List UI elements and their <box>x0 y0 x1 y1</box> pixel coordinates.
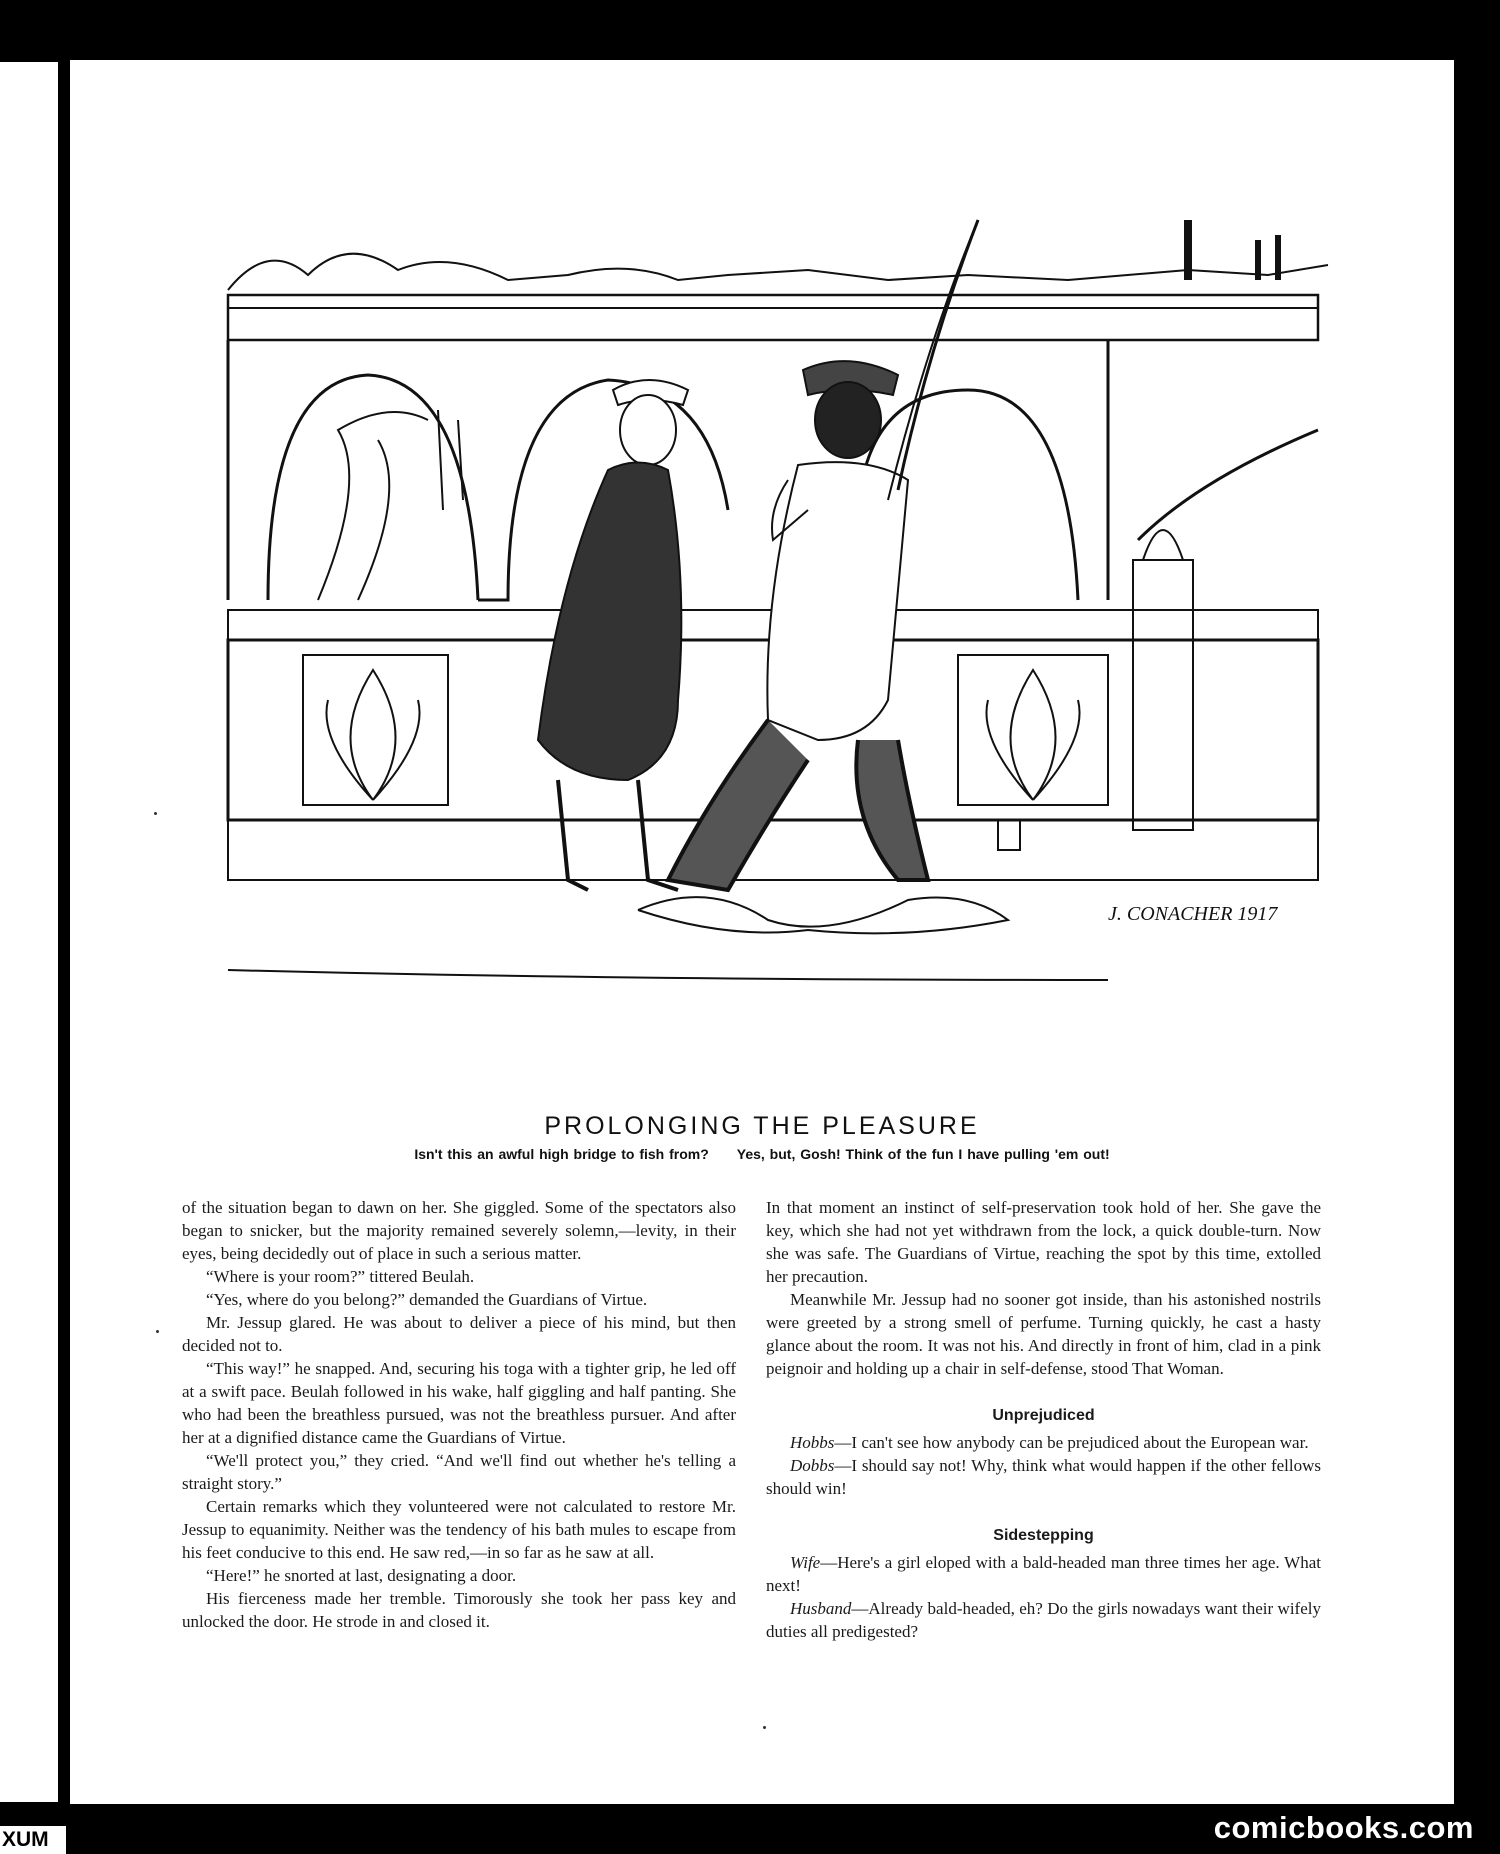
story-paragraph: In that moment an instinct of self-preservation took hold of her. She gave the key, which she had not yet withdrawn from the lock, a quick double-turn. Now she was safe. The Guardians of Virtue, reaching the spot by this time, extolled her precaution. <box>766 1198 1321 1286</box>
magazine-page <box>70 60 1454 1804</box>
story-paragraph: “This way!” he snapped. And, securing his toga with a tighter grip, he led off at a swift pace. Beulah followed in his wake, half giggling and half panting. She who had been the breathless pursued, was not the breathless pursuer. And after her at a dignified distance came the Guardians of Virtue. <box>182 1359 736 1447</box>
story-paragraph: of the situation began to dawn on her. She giggled. Some of the spectators also began to snicker, but the majority remained severely solemn,—levity, in their eyes, being decidedly out of place in such a serious matter. <box>182 1198 736 1263</box>
facing-page-edge <box>0 62 58 1802</box>
joke-line <box>766 1454 1321 1500</box>
joke-text: —I should say not! Why, think what would happen if the other fellows should win! <box>766 1456 1321 1498</box>
joke-heading-unprejudiced: Unprejudiced <box>992 1407 1095 1424</box>
bridge-fishing-drawing <box>208 180 1376 1110</box>
cartoon-illustration <box>208 180 1376 1110</box>
dialogue-question: Isn't this an awful high bridge to fish from? <box>414 1146 709 1162</box>
corner-tag: XUM <box>0 1826 66 1854</box>
joke-speaker: Wife <box>790 1553 821 1572</box>
story-column-right <box>766 1196 1321 1643</box>
print-speck <box>156 1330 159 1333</box>
joke-text: —Here's a girl eloped with a bald-headed man three times her age. What next! <box>766 1553 1321 1595</box>
story-paragraph: Certain remarks which they volunteered were not calculated to restore Mr. Jessup to equanimity. Neither was the tendency of his bath mules to escape from his feet conducive to this end. He saw red,—in so far as he saw at all. <box>182 1497 736 1562</box>
story-paragraph: Mr. Jessup glared. He was about to deliver a piece of his mind, but then decided not to. <box>182 1313 736 1355</box>
story-paragraph: “Where is your room?” tittered Beulah. <box>206 1267 475 1286</box>
cartoon-title: PROLONGING THE PLEASURE <box>544 1112 980 1140</box>
site-watermark: comicbooks.com <box>1213 1810 1474 1845</box>
story-column-left <box>182 1196 736 1633</box>
story-paragraph: “Yes, where do you belong?” demanded the Guardians of Virtue. <box>206 1290 648 1309</box>
joke-heading-sidestepping: Sidestepping <box>993 1527 1094 1544</box>
joke-text: —I can't see how anybody can be prejudiced about the European war. <box>834 1433 1309 1452</box>
story-paragraph: Meanwhile Mr. Jessup had no sooner got inside, than his astonished nostrils were greeted by a strong smell of perfume. Turning quickly, he cast a hasty glance about the room. It was not his. And directly in front of him, clad in a pink peignoir and holding up a chair in self-defense, stood That Woman. <box>766 1290 1321 1378</box>
joke-text: —Already bald-headed, eh? Do the girls nowadays want their wifely duties all predigested? <box>766 1599 1321 1641</box>
joke-line <box>766 1551 1321 1597</box>
cartoon-dialogue <box>70 1146 1454 1162</box>
joke-speaker: Hobbs <box>790 1433 835 1452</box>
dialogue-answer: Yes, but, Gosh! Think of the fun I have pulling 'em out! <box>736 1146 1110 1162</box>
story-paragraph: “Here!” he snorted at last, designating a door. <box>206 1566 517 1585</box>
story-paragraph: His fierceness made her tremble. Timorously she took her pass key and unlocked the door. He strode in and closed it. <box>182 1589 736 1631</box>
joke-line <box>766 1431 1321 1454</box>
print-speck <box>763 1726 766 1729</box>
story-paragraph: “We'll protect you,” they cried. “And we'll find out whether he's telling a straight story.” <box>182 1451 736 1493</box>
print-speck <box>154 812 157 815</box>
joke-line <box>766 1597 1321 1643</box>
artist-signature: J. CONACHER 1917 <box>1108 903 1278 925</box>
joke-speaker: Husband <box>790 1599 852 1618</box>
joke-speaker: Dobbs <box>790 1456 835 1475</box>
